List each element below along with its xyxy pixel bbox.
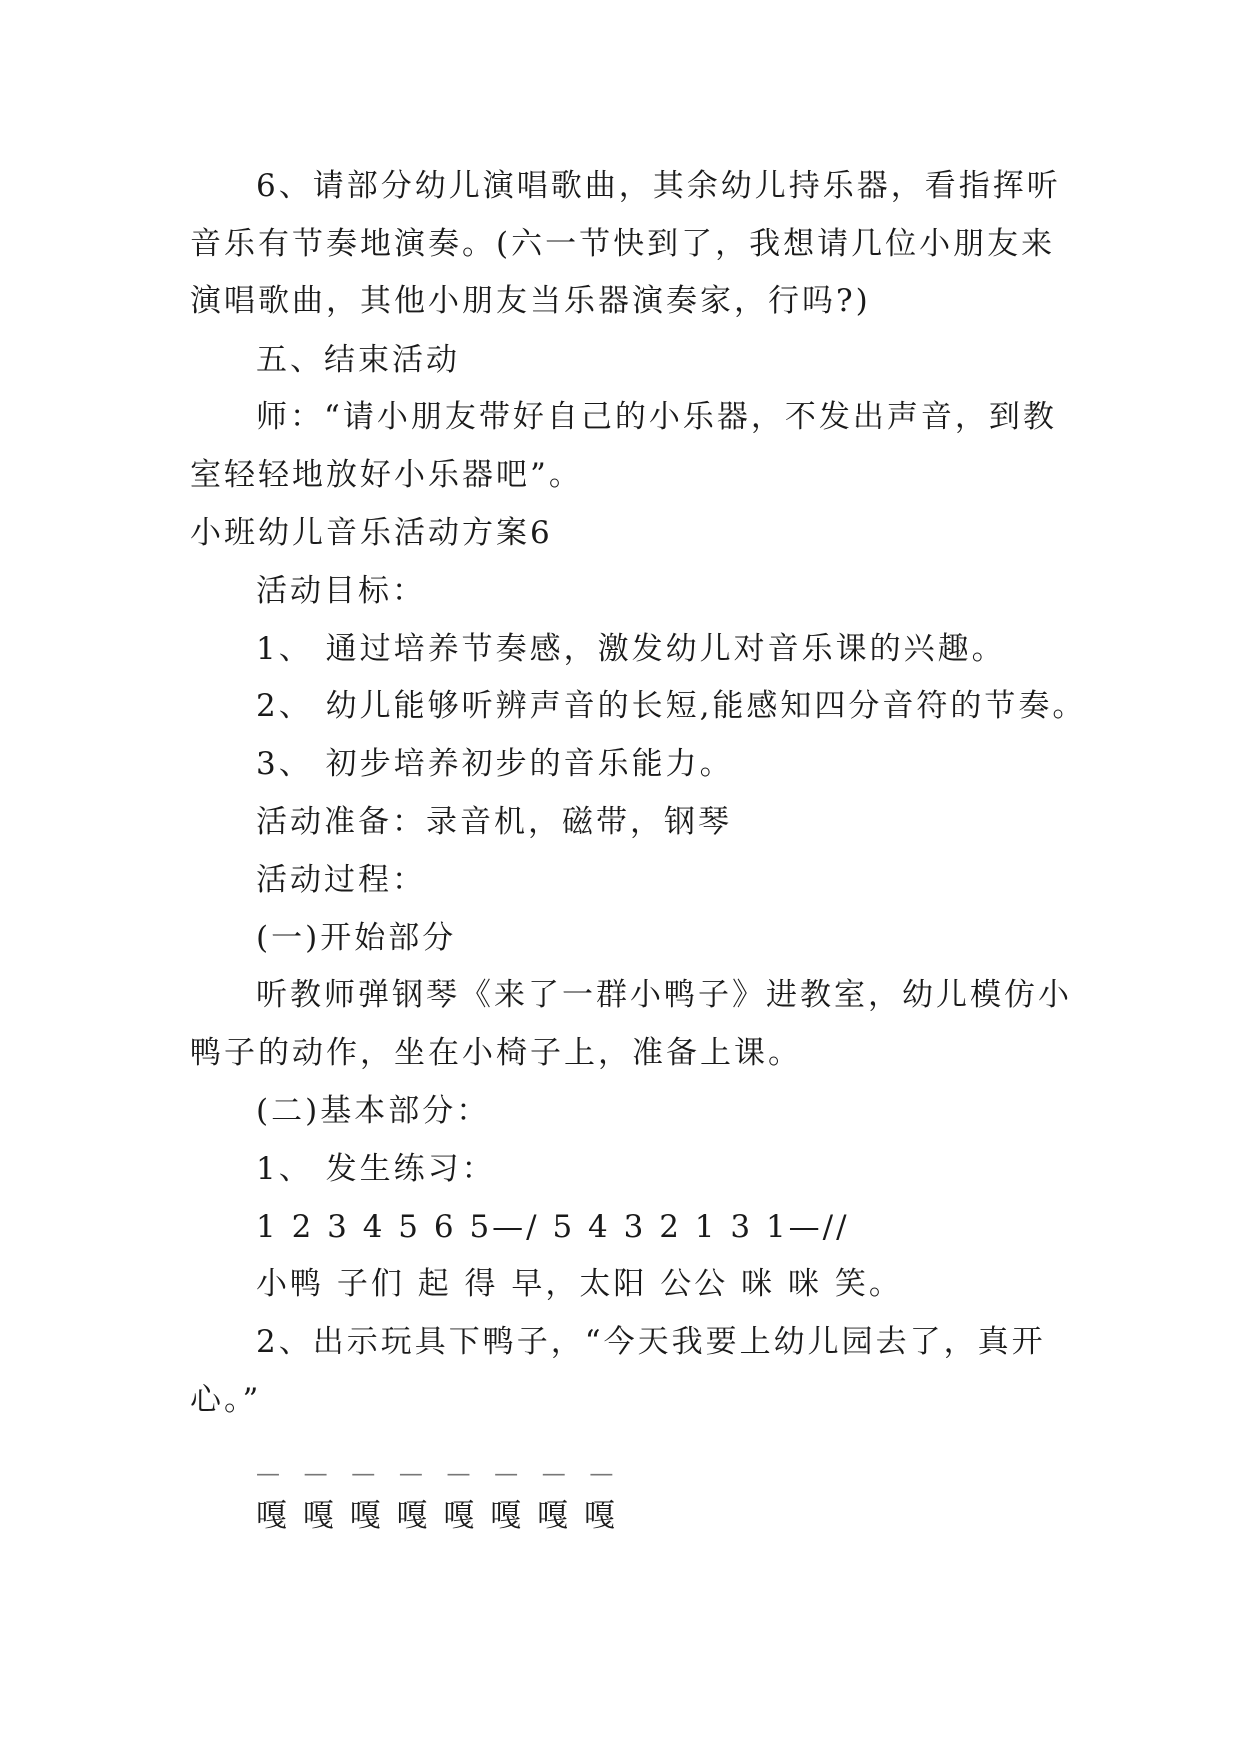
section-heading: (一)开始部分 [256, 920, 457, 956]
section-heading: (二)基本部分： [256, 1093, 491, 1129]
rhythm-syllables: 嘎 嘎 嘎 嘎 嘎 嘎 嘎 嘎 [256, 1498, 618, 1534]
paragraph-line: 音乐有节奏地演奏。(六一节快到了，我想请几位小朋友来 [190, 226, 1056, 262]
section-heading: 活动过程： [256, 862, 426, 898]
list-item: 1、 发生练习： [256, 1151, 496, 1187]
section-heading: 活动目标： [256, 573, 426, 609]
section-heading: 五、结束活动 [256, 342, 460, 378]
paragraph-line: 室轻轻地放好小乐器吧”。 [190, 457, 583, 493]
paragraph-line: 师：“请小朋友带好自己的小乐器，不发出声音，到教 [256, 399, 1057, 435]
paragraph-line: 演唱歌曲，其他小朋友当乐器演奏家，行吗?) [190, 283, 871, 319]
rhythm-dashes: — — — — — — — — [256, 1459, 622, 1487]
list-item: 2、 幼儿能够听辨声音的长短,能感知四分音符的节奏。 [256, 688, 1087, 724]
paragraph-line: 2、出示玩具下鸭子，“今天我要上幼儿园去了，真开 [256, 1324, 1046, 1360]
paragraph-line: 6、请部分幼儿演唱歌曲，其余幼儿持乐器，看指挥听 [256, 168, 1061, 204]
paragraph-line: 心。” [190, 1382, 262, 1418]
lyrics-line: 小鸭 子们 起 得 早，太阳 公公 咪 咪 笑。 [256, 1266, 903, 1302]
music-notation: 1 2 3 4 5 6 5—/ 5 4 3 2 1 3 1—// [256, 1209, 850, 1245]
paragraph-line: 活动准备：录音机，磁带，钢琴 [256, 804, 732, 840]
paragraph-line: 鸭子的动作，坐在小椅子上，准备上课。 [190, 1035, 802, 1071]
list-item: 1、 通过培养节奏感，激发幼儿对音乐课的兴趣。 [256, 631, 1006, 667]
list-item: 3、 初步培养初步的音乐能力。 [256, 746, 734, 782]
paragraph-line: 听教师弹钢琴《来了一群小鸭子》进教室，幼儿模仿小 [256, 977, 1072, 1013]
document-title: 小班幼儿音乐活动方案6 [190, 515, 553, 551]
